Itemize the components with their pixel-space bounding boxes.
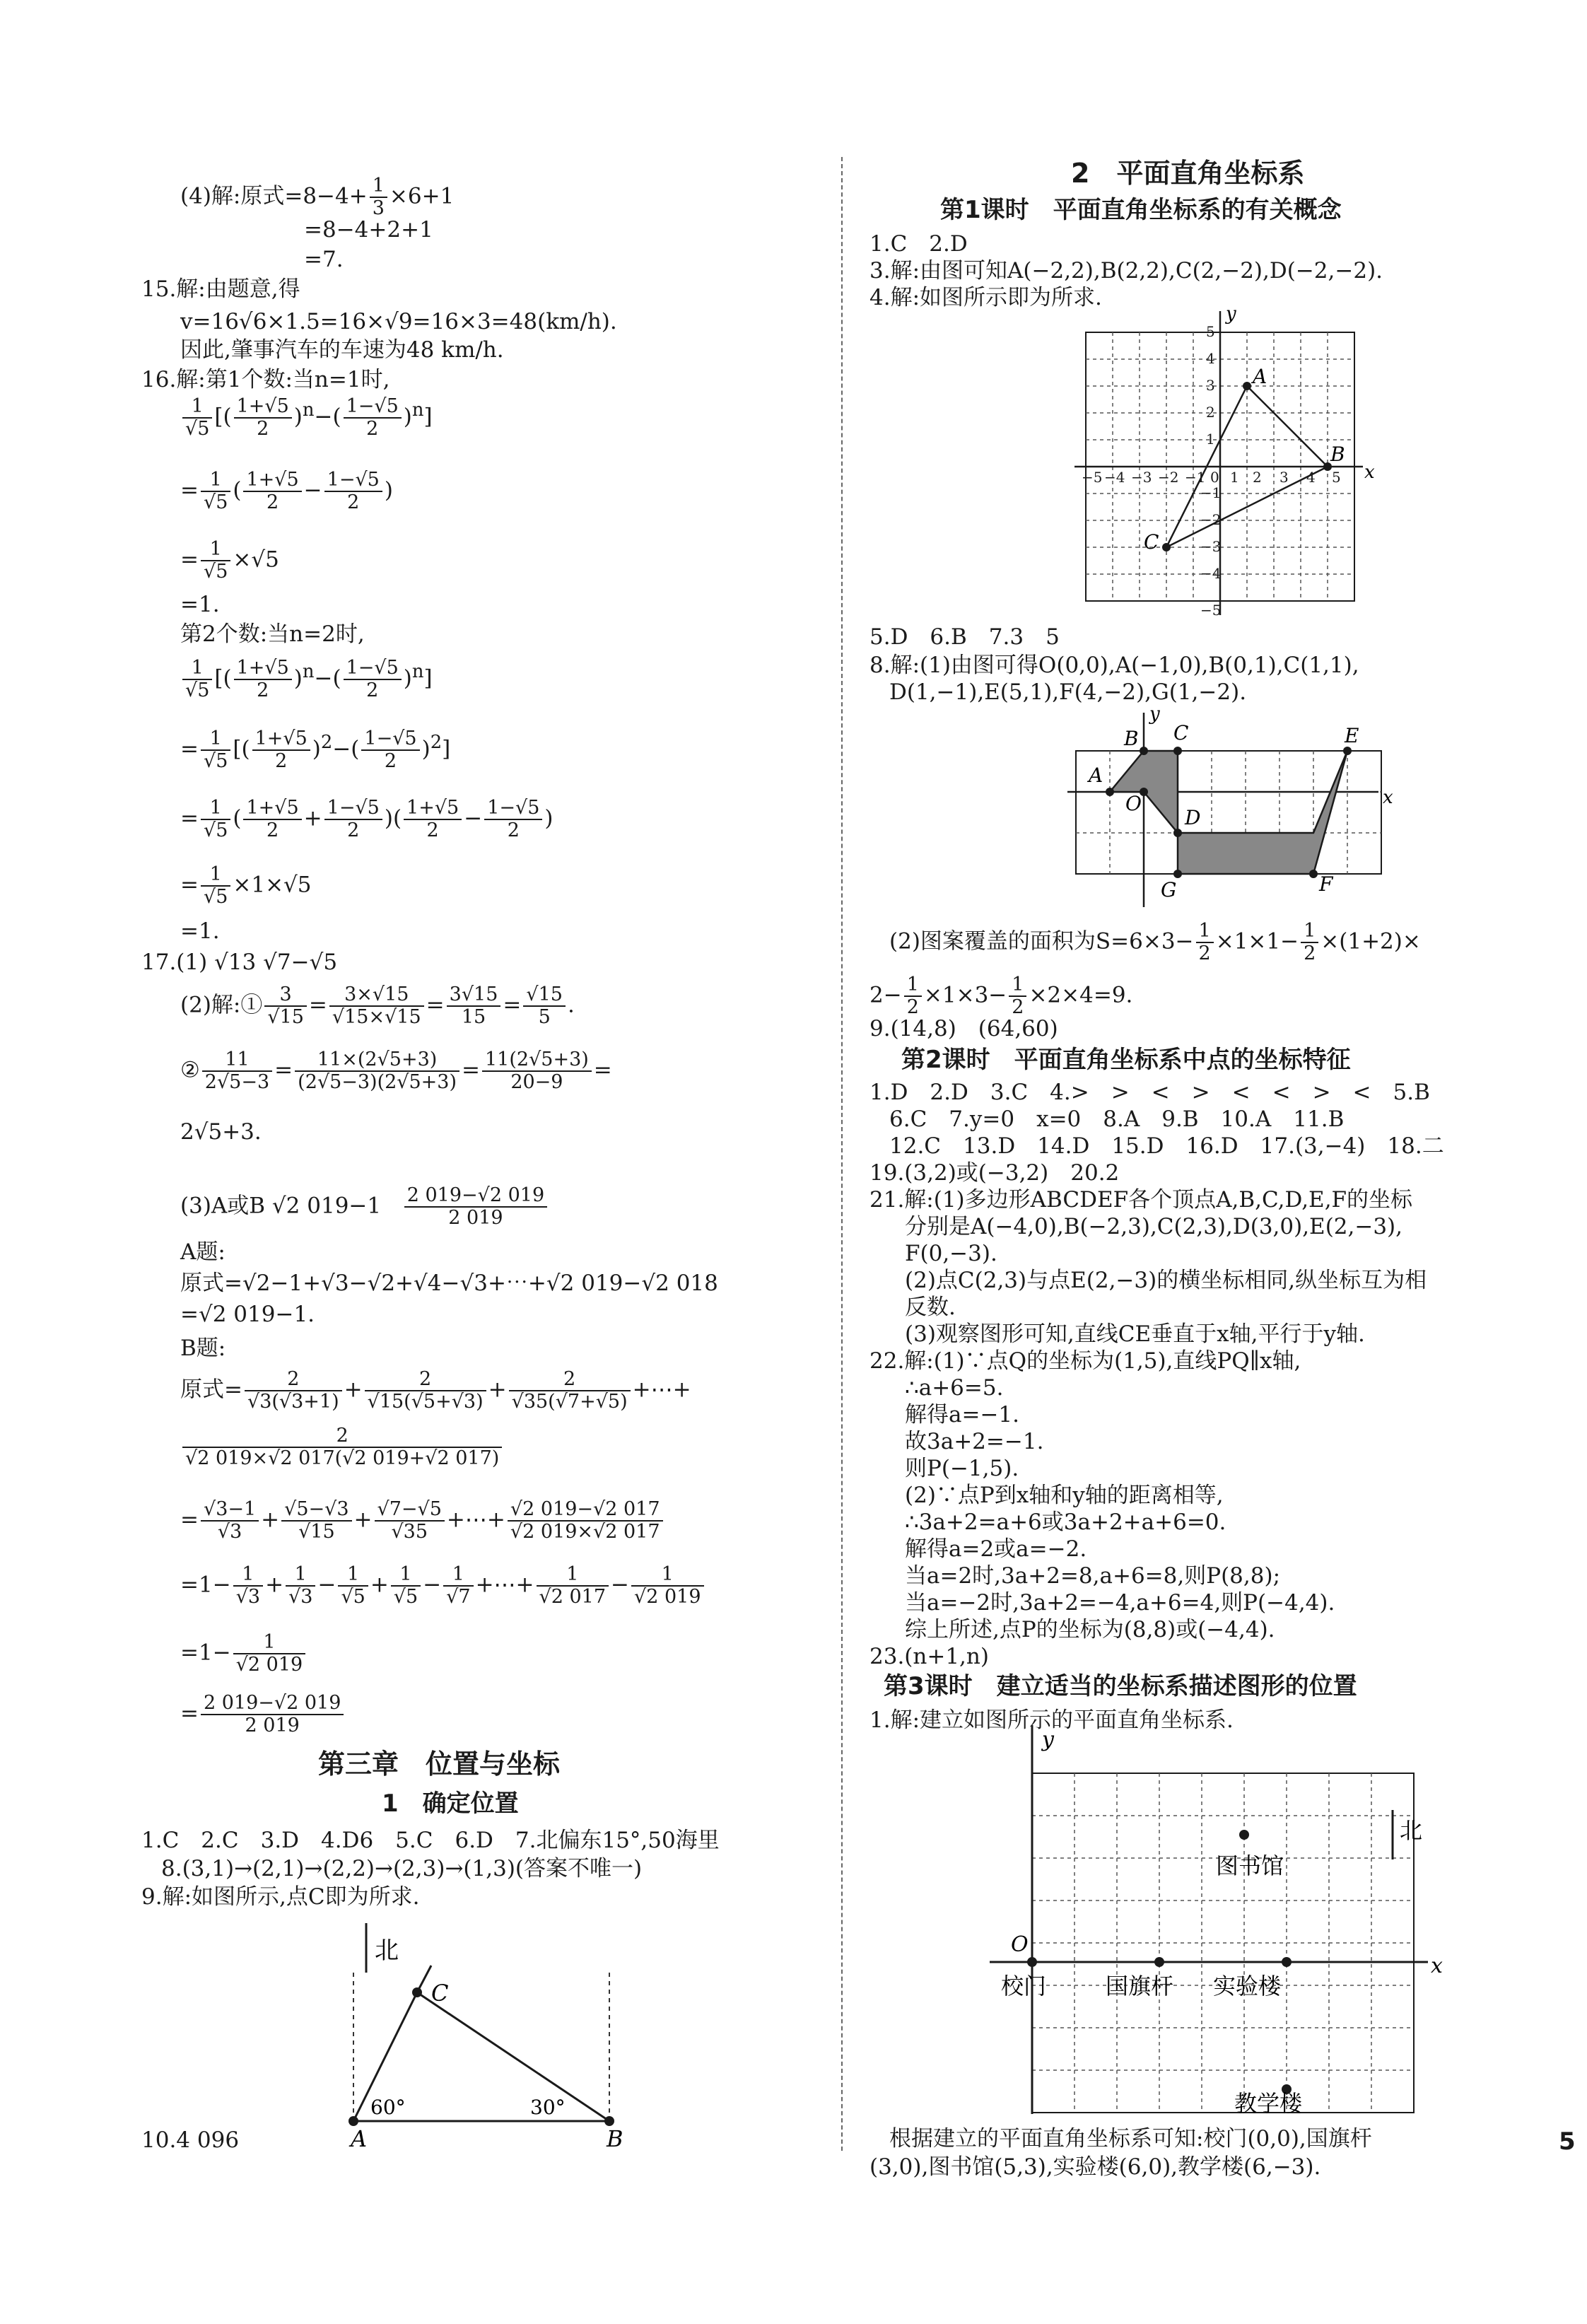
point-a-label: A [1253,365,1267,388]
formula-q16-4: $\frac{1}{√5}$ [( $\frac{1+√5}{2}$ )$^n$−( $\frac{1-√5}{2}$ )$^n$] [180,658,433,701]
svg-text:−1: −1 [1200,484,1222,501]
chapter-title: 第三章 位置与坐标 [318,1748,561,1780]
text-line: 22.解:(1)∵点Q的坐标为(1,5),直线PQ∥x轴, [869,1348,1301,1374]
text-line: 1.C 2.D [869,231,968,257]
text-line: 2√5+3. [180,1119,262,1145]
text-line: 9.解:如图所示,点C即为所求. [141,1884,420,1910]
point-c-label: C [431,1980,449,2007]
text-line: 则P(−1,5). [905,1456,1019,1481]
formula-b-1: 原式= $\frac{2}{√3(√3+1)}$ + $\frac{2}{√15(√5+√3)}$ + $\frac{2}{√35(√7+√5)}$ +⋯+ [180,1368,691,1413]
text-line: =7. [304,247,344,272]
formula-b-5: =1− $\frac{1}{√2 019}$ [180,1632,308,1676]
text-line: (3)观察图形可知,直线CE垂直于x轴,平行于y轴. [905,1321,1365,1347]
text-line: 23.(n+1,n) [869,1644,989,1669]
text-line: =√2 019−1. [180,1302,315,1327]
text-line: 19.(3,2)或(−3,2) 20.2 [869,1160,1120,1186]
text-line: 17.(1) √13 √7−√5 [141,950,338,975]
svg-text:5: 5 [1206,323,1215,340]
point-a-label: A [351,2125,368,2152]
text-line: =8−4+2+1 [304,217,433,243]
origin-label: O [1011,1932,1029,1957]
text-line: 16.解:第1个数:当n=1时, [141,367,390,392]
text-line: 10.4 096 [141,2127,240,2153]
lesson-2-title: 第2课时 平面直角坐标系中点的坐标特征 [901,1046,1351,1074]
text-line: (3,0),图书馆(5,3),实验楼(6,0),教学楼(6,−3). [869,2154,1321,2180]
formula-q17-2: ② $\frac{11}{2√5-3}$ = $\frac{11\times(2√5+3)}{(2√5-3)(2√5+3)}$ = $\frac{11(2√5+3)}{20-9}$ = [180,1049,612,1093]
text-line: 原式=√2−1+√3−√2+√4−√3+⋯+√2 019−√2 018 [180,1271,718,1296]
lesson-1-title: 第1课时 平面直角坐标系的有关概念 [940,196,1342,224]
svg-text:−5: −5 [1200,602,1222,619]
text-line: 8.解:(1)由图可得O(0,0),A(−1,0),B(0,1),C(1,1), [869,653,1359,678]
text-line: 1.D 2.D 3.C 4.> > < > < < > < 5.B [869,1080,1430,1105]
text-line: 4.解:如图所示即为所求. [869,285,1102,310]
gate-label: 校门 [1001,1973,1047,1999]
point-c-label: C [1173,721,1189,745]
library-label: 图书馆 [1216,1852,1284,1879]
point-g-label: G [1161,878,1177,901]
formula-q17-3: (3)A或B √2 019−1 $\frac{2 019-√2 019}{2 019}$ [180,1185,549,1229]
svg-text:−1: −1 [1185,469,1206,486]
text-line: 15.解:由题意,得 [141,276,300,302]
formula-q8-area-2: 2− $\frac{1}{2}$ ×1×3− $\frac{1}{2}$ ×2×4=9. [869,974,1133,1018]
text-line: 故3a+2=−1. [905,1429,1044,1454]
point-b-label: B [1330,443,1345,466]
formula-q16-6: = $\frac{1}{√5}$ ( $\frac{1+√5}{2}$ + $\frac{1-√5}{2}$ )( $\frac{1+√5}{2}$ − $\frac{1-√5}{2}$ ) [180,797,554,841]
point-c-label: C [1144,530,1159,554]
svg-text:0: 0 [1210,469,1219,486]
text-line: 21.解:(1)多边形ABCDEF各个顶点A,B,C,D,E,F的坐标 [869,1187,1413,1213]
text-line: 根据建立的平面直角坐标系可知:校门(0,0),国旗杆 [889,2126,1372,2151]
north-label: 北 [375,1937,399,1965]
y-axis-label: y [1149,703,1160,725]
text-line: =1. [180,918,220,944]
text-line: 6.C 7.y=0 x=0 8.A 9.B 10.A 11.B [889,1106,1345,1132]
text-line: 解得a=2或a=−2. [905,1536,1087,1562]
svg-text:−4: −4 [1104,469,1125,486]
text-line: (2)点C(2,3)与点E(2,−3)的横坐标相同,纵坐标互为相 [905,1268,1427,1293]
formula-b-4: =1− $\frac{1}{√3}$ + $\frac{1}{√3}$ − $\frac{1}{√5}$ + $\frac{1}{√5}$ − $\frac{1}{√7}$ +⋯+ $\frac{1}{√2 017}$ − $\frac{1}{√2 019}$ [180,1564,706,1608]
formula-q16-7: = $\frac{1}{√5}$ ×1×√5 [180,863,312,908]
text-line: 5.D 6.B 7.3 5 [869,624,1060,650]
text-line: 12.C 13.D 14.D 15.D 16.D 17.(3,−4) 18.二 [889,1133,1444,1159]
text-line: ∴3a+2=a+6或3a+2+a+6=0. [905,1510,1226,1535]
svg-text:2: 2 [1253,469,1262,486]
point-d-label: D [1185,806,1201,829]
text-line: B题: [180,1336,226,1361]
text-line: 1.C 2.C 3.D 4.D6 5.C 6.D 7.北偏东15°,50海里 [141,1828,720,1853]
text-line: 反数. [905,1295,956,1320]
text-line: 第2个数:当n=2时, [180,621,365,647]
point-b-label: B [1124,727,1139,750]
svg-text:2: 2 [1206,404,1215,421]
text-line: (2)∵点P到x轴和y轴的距离相等, [905,1483,1224,1508]
lesson-3-title: 第3课时 建立适当的坐标系描述图形的位置 [884,1672,1357,1700]
svg-text:3: 3 [1279,469,1289,486]
point-e-label: E [1345,724,1359,747]
text-line: =1. [180,592,220,617]
origin-label: O [1125,792,1142,815]
svg-text:−5: −5 [1082,469,1103,486]
x-axis-label: x [1364,462,1375,483]
flagpole-label: 国旗杆 [1106,1973,1174,1999]
text-line: 分别是A(−4,0),B(−2,3),C(2,3),D(3,0),E(2,−3), [905,1214,1403,1239]
angle-b-label: 30° [530,2096,566,2119]
text-line: 8.(3,1)→(2,1)→(2,2)→(2,3)→(1,3)(答案不唯一) [161,1856,643,1881]
text-line: 当a=−2时,3a+2=−4,a+6=4,则P(−4,4). [905,1590,1335,1616]
text-line: ∴a+6=5. [905,1375,1004,1401]
page-number: 5 [1559,2127,1576,2156]
text-line: v=16√6×1.5=16×√9=16×3=48(km/h). [180,309,617,334]
x-axis-label: x [1431,1954,1443,1978]
text-line: 解得a=−1. [905,1402,1020,1427]
figure-8-polygon [1067,703,1393,911]
text-line: 因此,肇事汽车的车速为48 km/h. [180,337,504,363]
y-axis-label: y [1042,1727,1054,1752]
formula-q16-3: = $\frac{1}{√5}$ ×√5 [180,538,279,583]
svg-text:5: 5 [1332,469,1341,486]
text-line: 1.解:建立如图所示的平面直角坐标系. [869,1707,1234,1733]
formula-b-3: = $\frac{√3-1}{√3}$ + $\frac{√5-√3}{√15}$ + $\frac{√7-√5}{√35}$ +⋯+ $\frac{√2 019-√2 017}{√2 019\times√2 017}$ [180,1499,665,1543]
figure-4-grid [1060,303,1375,622]
angle-a-label: 60° [370,2096,406,2119]
figure-campus-coordinates [976,1725,1470,2121]
formula-q16-5: = $\frac{1}{√5}$ [( $\frac{1+√5}{2}$ )$^2$−( $\frac{1-√5}{2}$ )$^2$] [180,728,451,772]
svg-text:4: 4 [1306,469,1316,486]
point-a-label: A [1089,764,1103,787]
formula-b-6: = $\frac{2 019-√2 019}{2 019}$ [180,1693,346,1736]
text-line: 综上所述,点P的坐标为(8,8)或(−4,4). [905,1617,1275,1642]
y-axis-label: y [1226,303,1236,325]
svg-text:1: 1 [1206,431,1215,448]
figure-9-triangle [325,1909,650,2152]
formula-q17-1: (2)解:① $\frac{3}{√15}$ = $\frac{3\times√15}{√15\times√15}$ = $\frac{3√15}{15}$ = $\frac{√15}{5}$ . [180,983,575,1028]
formula-q8-area: (2)图案覆盖的面积为S=6×3− $\frac{1}{2}$ ×1×1− $\frac{1}{2}$ ×(1+2)× [889,920,1421,964]
text-line: 9.(14,8) (64,60) [869,1016,1058,1041]
svg-text:−3: −3 [1200,538,1222,555]
svg-text:−4: −4 [1200,565,1222,582]
text-line: D(1,−1),E(5,1),F(4,−2),G(1,−2). [889,679,1247,705]
teaching-building-label: 教学楼 [1234,2090,1303,2117]
text-line: F(0,−3). [905,1241,997,1266]
point-b-label: B [607,2125,623,2152]
shaded-shape [1110,751,1347,874]
x-axis-label: x [1383,787,1393,808]
svg-text:3: 3 [1206,377,1215,394]
svg-text:−2: −2 [1158,469,1179,486]
text-line: 当a=2时,3a+2=8,a+6=8,则P(8,8); [905,1563,1281,1589]
point-f-label: F [1319,872,1333,896]
formula-q16-1: $\frac{1}{√5}$ [( $\frac{1+√5}{2}$ )$^n$−( $\frac{1-√5}{2}$ )$^n$] [180,396,433,440]
svg-text:1: 1 [1230,469,1239,486]
column-divider [841,157,843,2151]
formula-b-2: $\frac{2}{√2 019\times√2 017(√2 019+√2 017)}$ [180,1425,504,1469]
formula-q16-2: = $\frac{1}{√5}$ ( $\frac{1+√5}{2}$ − $\frac{1-√5}{2}$ ) [180,469,393,513]
lab-building-label: 实验楼 [1213,1973,1282,1999]
north-label: 北 [1400,1817,1423,1844]
text-line: 3.解:由图可知A(−2,2),B(2,2),C(2,−2),D(−2,−2). [869,258,1383,284]
svg-text:4: 4 [1206,350,1215,367]
text-line: A题: [180,1239,226,1265]
svg-text:−3: −3 [1131,469,1152,486]
section-title: 2 平面直角坐标系 [1071,158,1305,189]
svg-text:−2: −2 [1200,511,1222,528]
line-4-solution: (4)解:原式=8−4+ $\frac{1}{3}$ ×6+1 [180,175,455,219]
tick-labels [1082,323,1341,619]
section-title: 1 确定位置 [382,1789,519,1818]
